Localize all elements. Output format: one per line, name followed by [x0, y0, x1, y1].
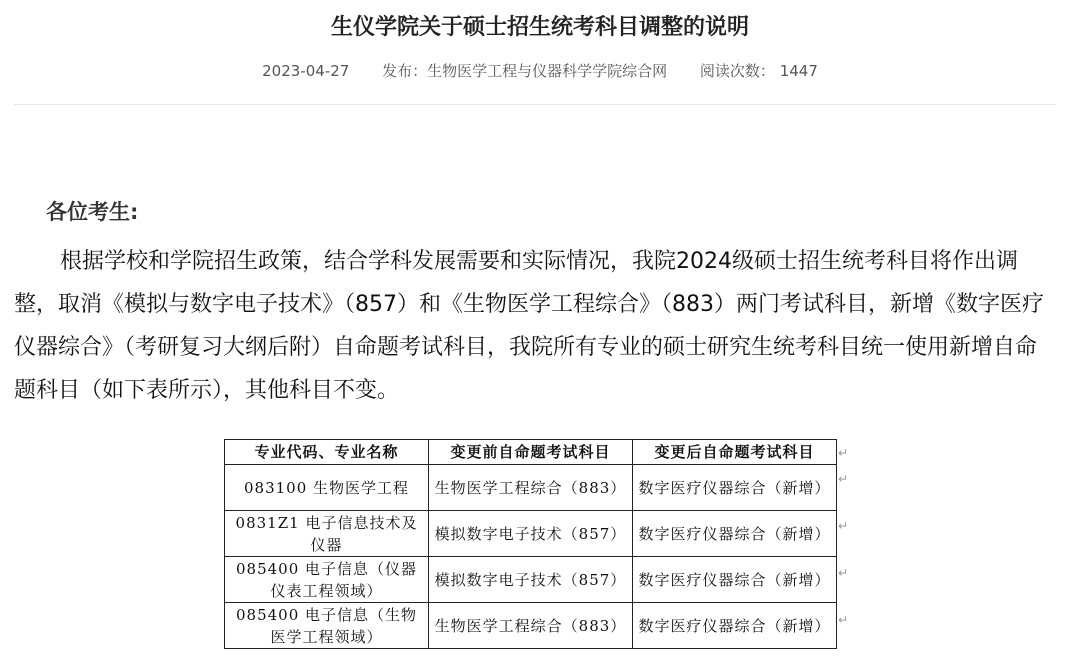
cell-after: 数字医疗仪器综合（新增）	[633, 603, 837, 649]
paragraph-mark-icon: ↵	[838, 519, 849, 533]
cell-major: 083100 生物医学工程	[225, 465, 429, 511]
cell-after: 数字医疗仪器综合（新增）	[633, 557, 837, 603]
subject-table	[224, 439, 837, 649]
paragraph-mark-icon: ↵	[838, 472, 849, 486]
cell-before: 模拟数字电子技术（857）	[429, 557, 633, 603]
cell-major: 085400 电子信息（仪器仪表工程领域）	[225, 557, 429, 603]
cell-major: 0831Z1 电子信息技术及仪器	[225, 511, 429, 557]
body-paragraph: 根据学校和学院招生政策，结合学科发展需要和实际情况，我院2024级硕士招生统考科目将作出调整，取消《模拟与数字电子技术》（857）和《生物医学工程综合》（883）两门考试科目，新增《数字医疗仪器综合》（考研复习大纲后附）自命题考试科目，我院所有专业的硕士研究生统考科目统一使用新增自命题科目（如下表所示），其他科目不变。	[14, 249, 1044, 403]
paragraph-mark-icon: ↵	[838, 446, 849, 460]
table-header-row	[225, 440, 837, 465]
article-title: 生仪学院关于硕士招生统考科目调整的说明	[330, 15, 749, 40]
publish-date: 2023-04-27	[262, 62, 350, 80]
table-row	[225, 557, 837, 603]
cell-before: 生物医学工程综合（883）	[429, 465, 633, 511]
greeting: 各位考生:	[46, 200, 139, 224]
paragraph-mark-icon: ↵	[838, 566, 849, 580]
cell-before: 模拟数字电子技术（857）	[429, 511, 633, 557]
table-row	[225, 465, 837, 511]
header-after: 变更后自命题考试科目	[633, 440, 837, 465]
cell-after: 数字医疗仪器综合（新增）	[633, 511, 837, 557]
cell-major: 085400 电子信息（生物医学工程领域）	[225, 603, 429, 649]
view-count	[700, 62, 818, 80]
publisher: 发布：生物医学工程与仪器科学学院综合网	[382, 62, 668, 80]
table-row	[225, 511, 837, 557]
views-label: 阅读次数：	[699, 62, 775, 80]
table-row	[225, 603, 837, 649]
cell-before: 生物医学工程综合（883）	[429, 603, 633, 649]
header-before: 变更前自命题考试科目	[429, 440, 633, 465]
cell-after: 数字医疗仪器综合（新增）	[633, 465, 837, 511]
views-value: 1447	[779, 62, 818, 80]
header-major: 专业代码、专业名称	[225, 440, 429, 465]
header-divider	[14, 104, 1056, 105]
paragraph-marks	[838, 443, 852, 657]
article-meta	[0, 60, 1080, 81]
paragraph-mark-icon: ↵	[838, 613, 849, 627]
